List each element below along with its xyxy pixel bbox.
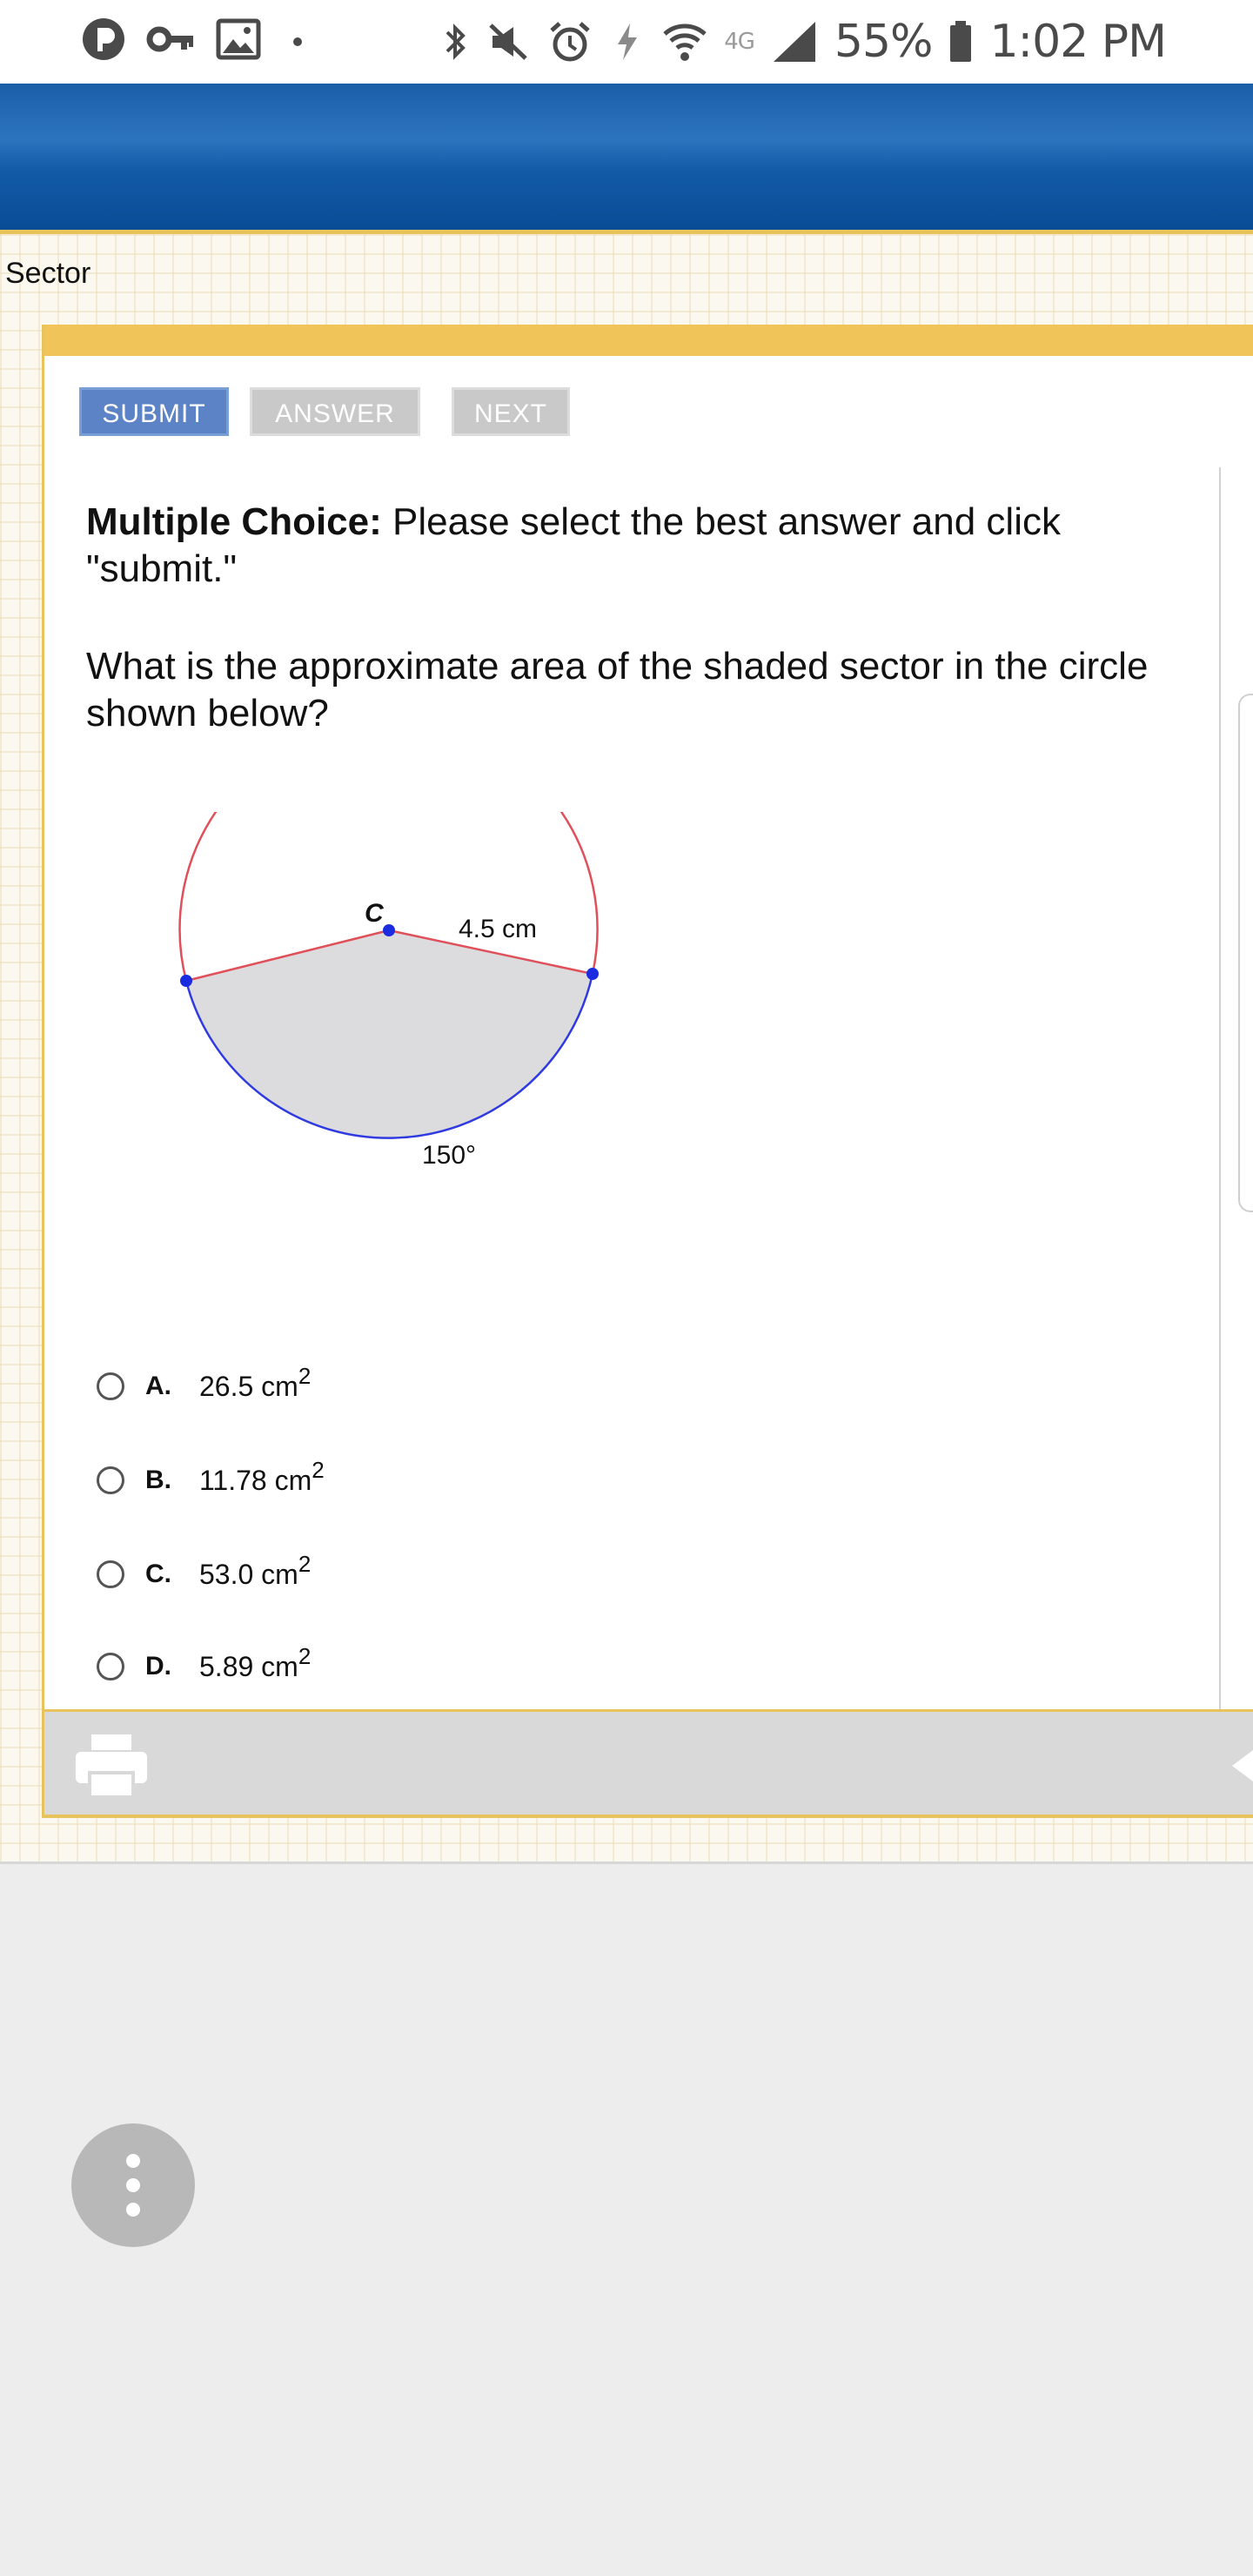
page-title: Sector [5, 257, 91, 290]
more-vert-icon[interactable] [71, 2123, 195, 2247]
status-bar [0, 0, 1253, 84]
radius-label: 4.5 cm [459, 915, 538, 943]
content-area [0, 234, 1253, 1864]
angle-label: 150° [422, 1141, 477, 1170]
choice-value-text: 11.78 cm [199, 1464, 312, 1496]
question-panel [42, 325, 1253, 1818]
fab-dot [126, 2203, 140, 2217]
header-banner [0, 84, 1253, 234]
next-button[interactable]: NEXT [452, 387, 570, 436]
endpoint-left [180, 975, 192, 987]
data-saver-icon [609, 18, 646, 65]
printer-icon[interactable] [74, 1731, 149, 1801]
side-scroll-handle[interactable] [1238, 694, 1253, 1212]
prev-arrow-icon[interactable] [1232, 1750, 1253, 1781]
choice-letter: A. [145, 1372, 171, 1400]
battery-icon [948, 18, 974, 65]
choice-value [199, 1362, 312, 1403]
radio-c[interactable] [97, 1560, 124, 1588]
mute-icon [486, 18, 531, 65]
answer-button[interactable]: ANSWER [250, 387, 420, 436]
radio-a[interactable] [97, 1372, 124, 1400]
clock: 1:02 PM [989, 16, 1166, 68]
scroll-divider [1219, 467, 1221, 1715]
choice-value [199, 1642, 312, 1683]
choice-b[interactable] [97, 1454, 325, 1506]
choice-exponent: 2 [298, 1362, 312, 1389]
choice-value-text: 53.0 cm [199, 1558, 298, 1590]
question-prompt: What is the approximate area of the shaded sector in the circle shown below? [86, 645, 1149, 735]
choice-letter: C. [145, 1560, 171, 1588]
wifi-icon [661, 18, 708, 65]
endpoint-right [586, 968, 599, 980]
bluetooth-icon [440, 18, 470, 65]
instructions-label: Multiple Choice: [86, 500, 382, 543]
center-point [383, 924, 395, 936]
network-type-label: 4G [724, 29, 754, 55]
choice-exponent: 2 [312, 1456, 325, 1483]
choice-exponent: 2 [298, 1550, 312, 1577]
status-icons-right [440, 16, 1166, 68]
bottom-toolbar [42, 1709, 1253, 1817]
sector-diagram [123, 812, 662, 1299]
radio-b[interactable] [97, 1466, 124, 1494]
alarm-icon [546, 18, 593, 65]
status-icons-left [80, 16, 315, 63]
choice-exponent: 2 [298, 1642, 312, 1669]
signal-icon [770, 18, 819, 65]
key-icon [146, 16, 197, 63]
submit-button[interactable]: SUBMIT [79, 387, 229, 436]
pandora-icon [80, 16, 127, 63]
image-icon [216, 17, 261, 62]
battery-percent: 55% [834, 16, 933, 68]
choice-c[interactable] [97, 1548, 311, 1600]
choice-value [199, 1456, 325, 1497]
choice-value-text: 26.5 cm [199, 1370, 298, 1402]
choice-letter: B. [145, 1466, 171, 1494]
center-label: C [365, 899, 384, 928]
radio-d[interactable] [97, 1653, 124, 1680]
choice-d[interactable] [97, 1640, 311, 1693]
choice-value [199, 1550, 312, 1591]
dot-icon [280, 16, 315, 63]
choice-value-text: 5.89 cm [199, 1650, 298, 1682]
instructions-text: Please select the best answer and click "submit." [86, 500, 1061, 590]
choice-a[interactable] [97, 1360, 311, 1412]
fab-dot [126, 2154, 140, 2168]
panel-top-bar [44, 325, 1253, 356]
fab-dot [126, 2178, 140, 2192]
choice-letter: D. [145, 1652, 171, 1680]
instructions [86, 499, 1183, 593]
